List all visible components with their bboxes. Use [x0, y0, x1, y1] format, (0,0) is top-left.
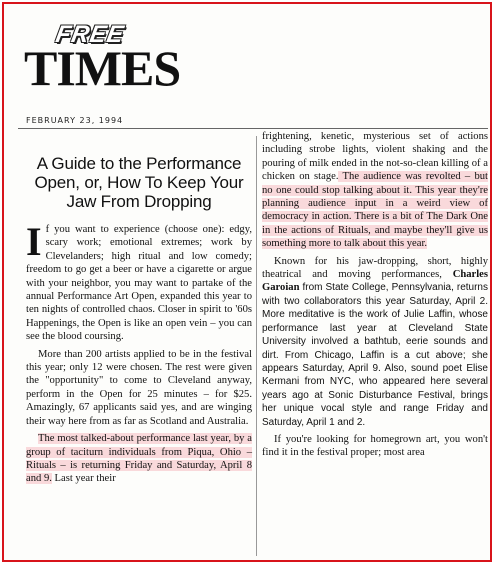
highlighted-text: The most talked-about performance last year, by a group of taciturn individuals from Piqua, Ohio – Rituals – is returning Friday and Saturday, April 8 and 9. — [26, 433, 252, 485]
paragraph-4-start: frightening, kenetic, mysterious set of actions including strobe lights, violent shaking and the pouring of milk ended in the not-so-clean killing of a chicken on stage. — [262, 131, 488, 183]
paragraph-3 — [26, 432, 252, 486]
performer-name: Charles Garoian — [262, 269, 488, 294]
column-divider — [256, 136, 257, 556]
paragraph-5 — [262, 255, 488, 429]
paragraph-3-rest: Last year their — [51, 473, 116, 485]
article-headline: A Guide to the Performance Open, or, How To Keep Your Jaw From Dropping — [34, 154, 244, 211]
masthead-free: FREE — [53, 21, 127, 48]
clipping-frame — [2, 2, 492, 562]
paragraph-5-rest: from State College, Pennsylvania, returns with two collaborators this year Saturday, April 2. More meditative is the work of Julie Laffin, whose performance last year at Cleveland State University involved a bathtub, eerie sounds and dirt. From Chicago, Laffin is a cut above; she appears Saturday, April 9. Also, sound poet Elise Kermani from NYC, who appeared here several years ago at Sonic Disturbance Festival, brings her unique vocal style and range Friday and Saturday, April 1 and 2. — [262, 282, 488, 428]
drop-cap: I — [26, 219, 42, 264]
article-column-right — [262, 130, 488, 464]
highlighted-text-2: The audience was revolted – but no one could stop talking about it. This year they're planning audience input in a weird view of democracy in action. There is a bit of The Dark One in the actions of Rituals, and maybe they'll give us something more to talk about this year. — [262, 171, 488, 250]
article-column-left — [26, 154, 252, 490]
paragraph-6: If you're looking for homegrown art, you won't find it in the festival proper; most area — [262, 433, 488, 459]
paragraph-4 — [262, 130, 488, 251]
masthead — [18, 12, 198, 127]
paragraph-1 — [26, 219, 252, 344]
paragraph-1-text: f you want to experience (choose one): edgy, scary work; emotional extremes; work by Clevelanders; high ritual and low comedy; freedom to go get a beer or have a cigarette or argue with your neighbor, you may want to partake of the annual Performance Art Open, expanded this year to ten nights of controlled chaos. Closer in spirit to '60s Happenings, the Open is like an open vein – you can see the blood coursing. — [26, 224, 252, 343]
top-rule — [18, 128, 488, 129]
issue-date: FEBRUARY 23, 1994 — [26, 116, 124, 125]
masthead-times: TIMES — [24, 40, 181, 96]
paragraph-5-start: Known for his jaw-dropping, short, highly theatrical and moving performances, — [262, 255, 488, 281]
paragraph-2: More than 200 artists applied to be in the festival this year; only 12 were chosen. The rest were given the "opportunity" to come to Cleveland anyway, perform in the Open for 25 minutes – for $25. Amazingly, 67 applicants said yes, and are winging their way here from as far as Scotland and Australia. — [26, 348, 252, 427]
